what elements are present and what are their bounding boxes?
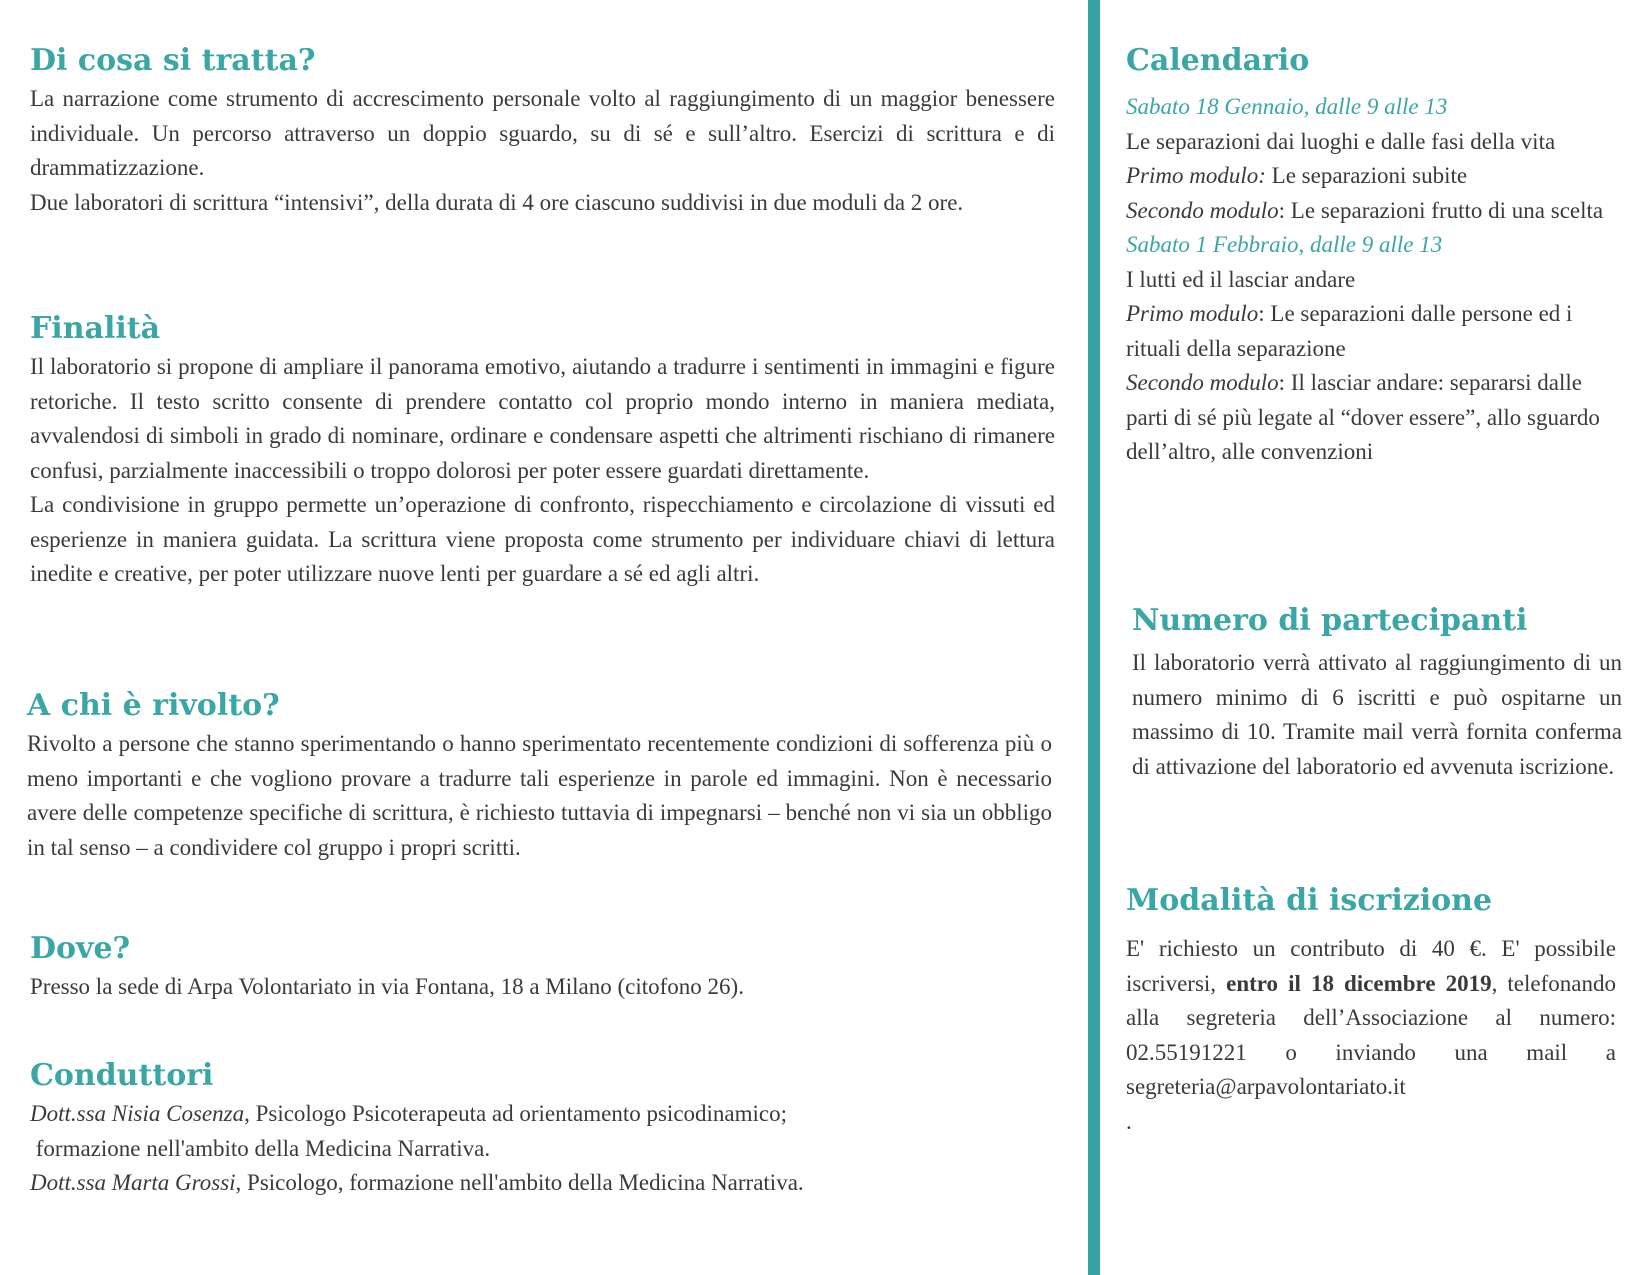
section-leaders <box>30 1055 1055 1201</box>
module-text: Le separazioni subite <box>1265 163 1468 188</box>
paragraph: Presso la sede di Arpa Volontariato in via Fontana, 18 a Milano (citofono 26). <box>30 974 744 999</box>
text: , telefonando alla segreteria dell’Associazione al numero: 02.55191221 o inviando una mail a segreteria@arpavolontariato.it <box>1126 970 1616 1099</box>
module-label: Secondo modulo <box>1126 197 1279 223</box>
paragraph: La narrazione come strumento di accrescimento personale volto al raggiungimento di un maggior benessere individuale. Un percorso attraverso un doppio sguardo, su di sé e sull’altro. Esercizi di scrittura e di drammatizzazione. <box>30 86 1055 180</box>
calendar-date: Sabato 1 Febbraio, dalle 9 alle 13 <box>1126 232 1443 257</box>
calendar-module <box>1126 159 1616 194</box>
calendar-topic: I lutti ed il lasciar andare <box>1126 266 1356 292</box>
section-calendar <box>1126 40 1616 470</box>
calendar-module <box>1126 366 1616 470</box>
paragraph: La condivisione in gruppo permette un’operazione di confronto, rispecchiamento e circolazione di vissuti ed esperienze in maniera guidata. La scrittura viene proposta come strumento per individuare chiavi di lettura inedite e creative, per poter utilizzare nuove lenti per guardare a sé ed agli altri. <box>30 492 1055 586</box>
section-where <box>30 928 1055 1005</box>
section-what <box>30 40 1055 220</box>
leader-description: , Psicologo, formazione nell'ambito della Medicina Narrativa. <box>235 1170 804 1195</box>
leader-1-training: formazione nell'ambito della Medicina Narrativa. <box>30 1135 491 1161</box>
module-label: Secondo modulo <box>1126 370 1279 395</box>
leader-2 <box>30 1166 1055 1201</box>
module-text: : Le separazioni frutto di una scelta <box>1278 197 1604 223</box>
leader-1 <box>30 1097 1055 1132</box>
paragraph <box>1126 932 1616 1105</box>
module-text: : Il lasciar andare: separarsi dalle parti di sé più legate al “dover essere”, allo sguardo dell’altro, alle convenzioni <box>1126 370 1600 464</box>
section-title: Finalità <box>30 311 161 346</box>
column-divider <box>1088 0 1100 1275</box>
calendar-topic: Le separazioni dai luoghi e dalle fasi della vita <box>1126 128 1556 154</box>
paragraph: . <box>1126 1108 1132 1134</box>
module-label: Primo modulo: <box>1126 163 1266 188</box>
module-text: : Le separazioni dalle persone ed i rituali della separazione <box>1126 301 1573 361</box>
section-participants <box>1132 600 1622 784</box>
paragraph: Rivolto a persone che stanno sperimentando o hanno sperimentato recentemente condizioni di sofferenza più o meno importanti e che vogliono provare a tradurre tali esperienze in parole ed immagini. Non è necessario avere delle competenze specifiche di scrittura, è richiesto tuttavia di impegnarsi – benché non vi sia un obbligo in tal senso – a condividere col gruppo i propri scritti. <box>27 731 1052 860</box>
section-enrollment <box>1126 880 1616 1139</box>
section-title: Numero di partecipanti <box>1132 603 1528 638</box>
section-title: Calendario <box>1126 43 1310 78</box>
calendar-module <box>1126 297 1616 366</box>
calendar-date: Sabato 18 Gennaio, dalle 9 alle 13 <box>1126 94 1448 119</box>
paragraph: Il laboratorio verrà attivato al raggiungimento di un numero minimo di 6 iscritti e può ospitarne un massimo di 10. Tramite mail verrà fornita conferma di attivazione del laboratorio ed avvenuta iscrizione. <box>1132 650 1622 779</box>
paragraph: Il laboratorio si propone di ampliare il panorama emotivo, aiutando a tradurre i sentimenti in immagini e figure retoriche. Il testo scritto consente di prendere contatto col proprio mondo interno in maniera mediata, avvalendosi di simboli in grado di nominare, ordinare e condensare aspetti che altrimenti rischiano di rimanere confusi, parzialmente inaccessibili o troppo dolorosi per poter essere guardati direttamente. <box>30 354 1055 483</box>
calendar-module <box>1126 194 1616 229</box>
section-title: Di cosa si tratta? <box>30 43 316 78</box>
leader-description: , Psicologo Psicoterapeuta ad orientamento psicodinamico; <box>244 1101 788 1126</box>
leader-name: Dott.ssa Nisia Cosenza <box>30 1101 245 1126</box>
module-label: Primo modulo <box>1126 301 1259 326</box>
paragraph: Due laboratori di scrittura “intensivi”, della durata di 4 ore ciascuno suddivisi in due moduli da 2 ore. <box>30 189 964 215</box>
deadline: entro il 18 dicembre 2019 <box>1226 970 1492 996</box>
section-title: Conduttori <box>30 1058 214 1093</box>
section-aims <box>30 308 1055 592</box>
leader-name: Dott.ssa Marta Grossi <box>30 1170 236 1195</box>
section-title: A chi è rivolto? <box>27 688 280 723</box>
section-title: Modalità di iscrizione <box>1126 883 1493 918</box>
section-audience <box>27 685 1052 865</box>
section-title: Dove? <box>30 931 131 966</box>
text: E' richiesto un contributo di 40 €. E' possibile iscriversi, <box>1126 936 1616 996</box>
